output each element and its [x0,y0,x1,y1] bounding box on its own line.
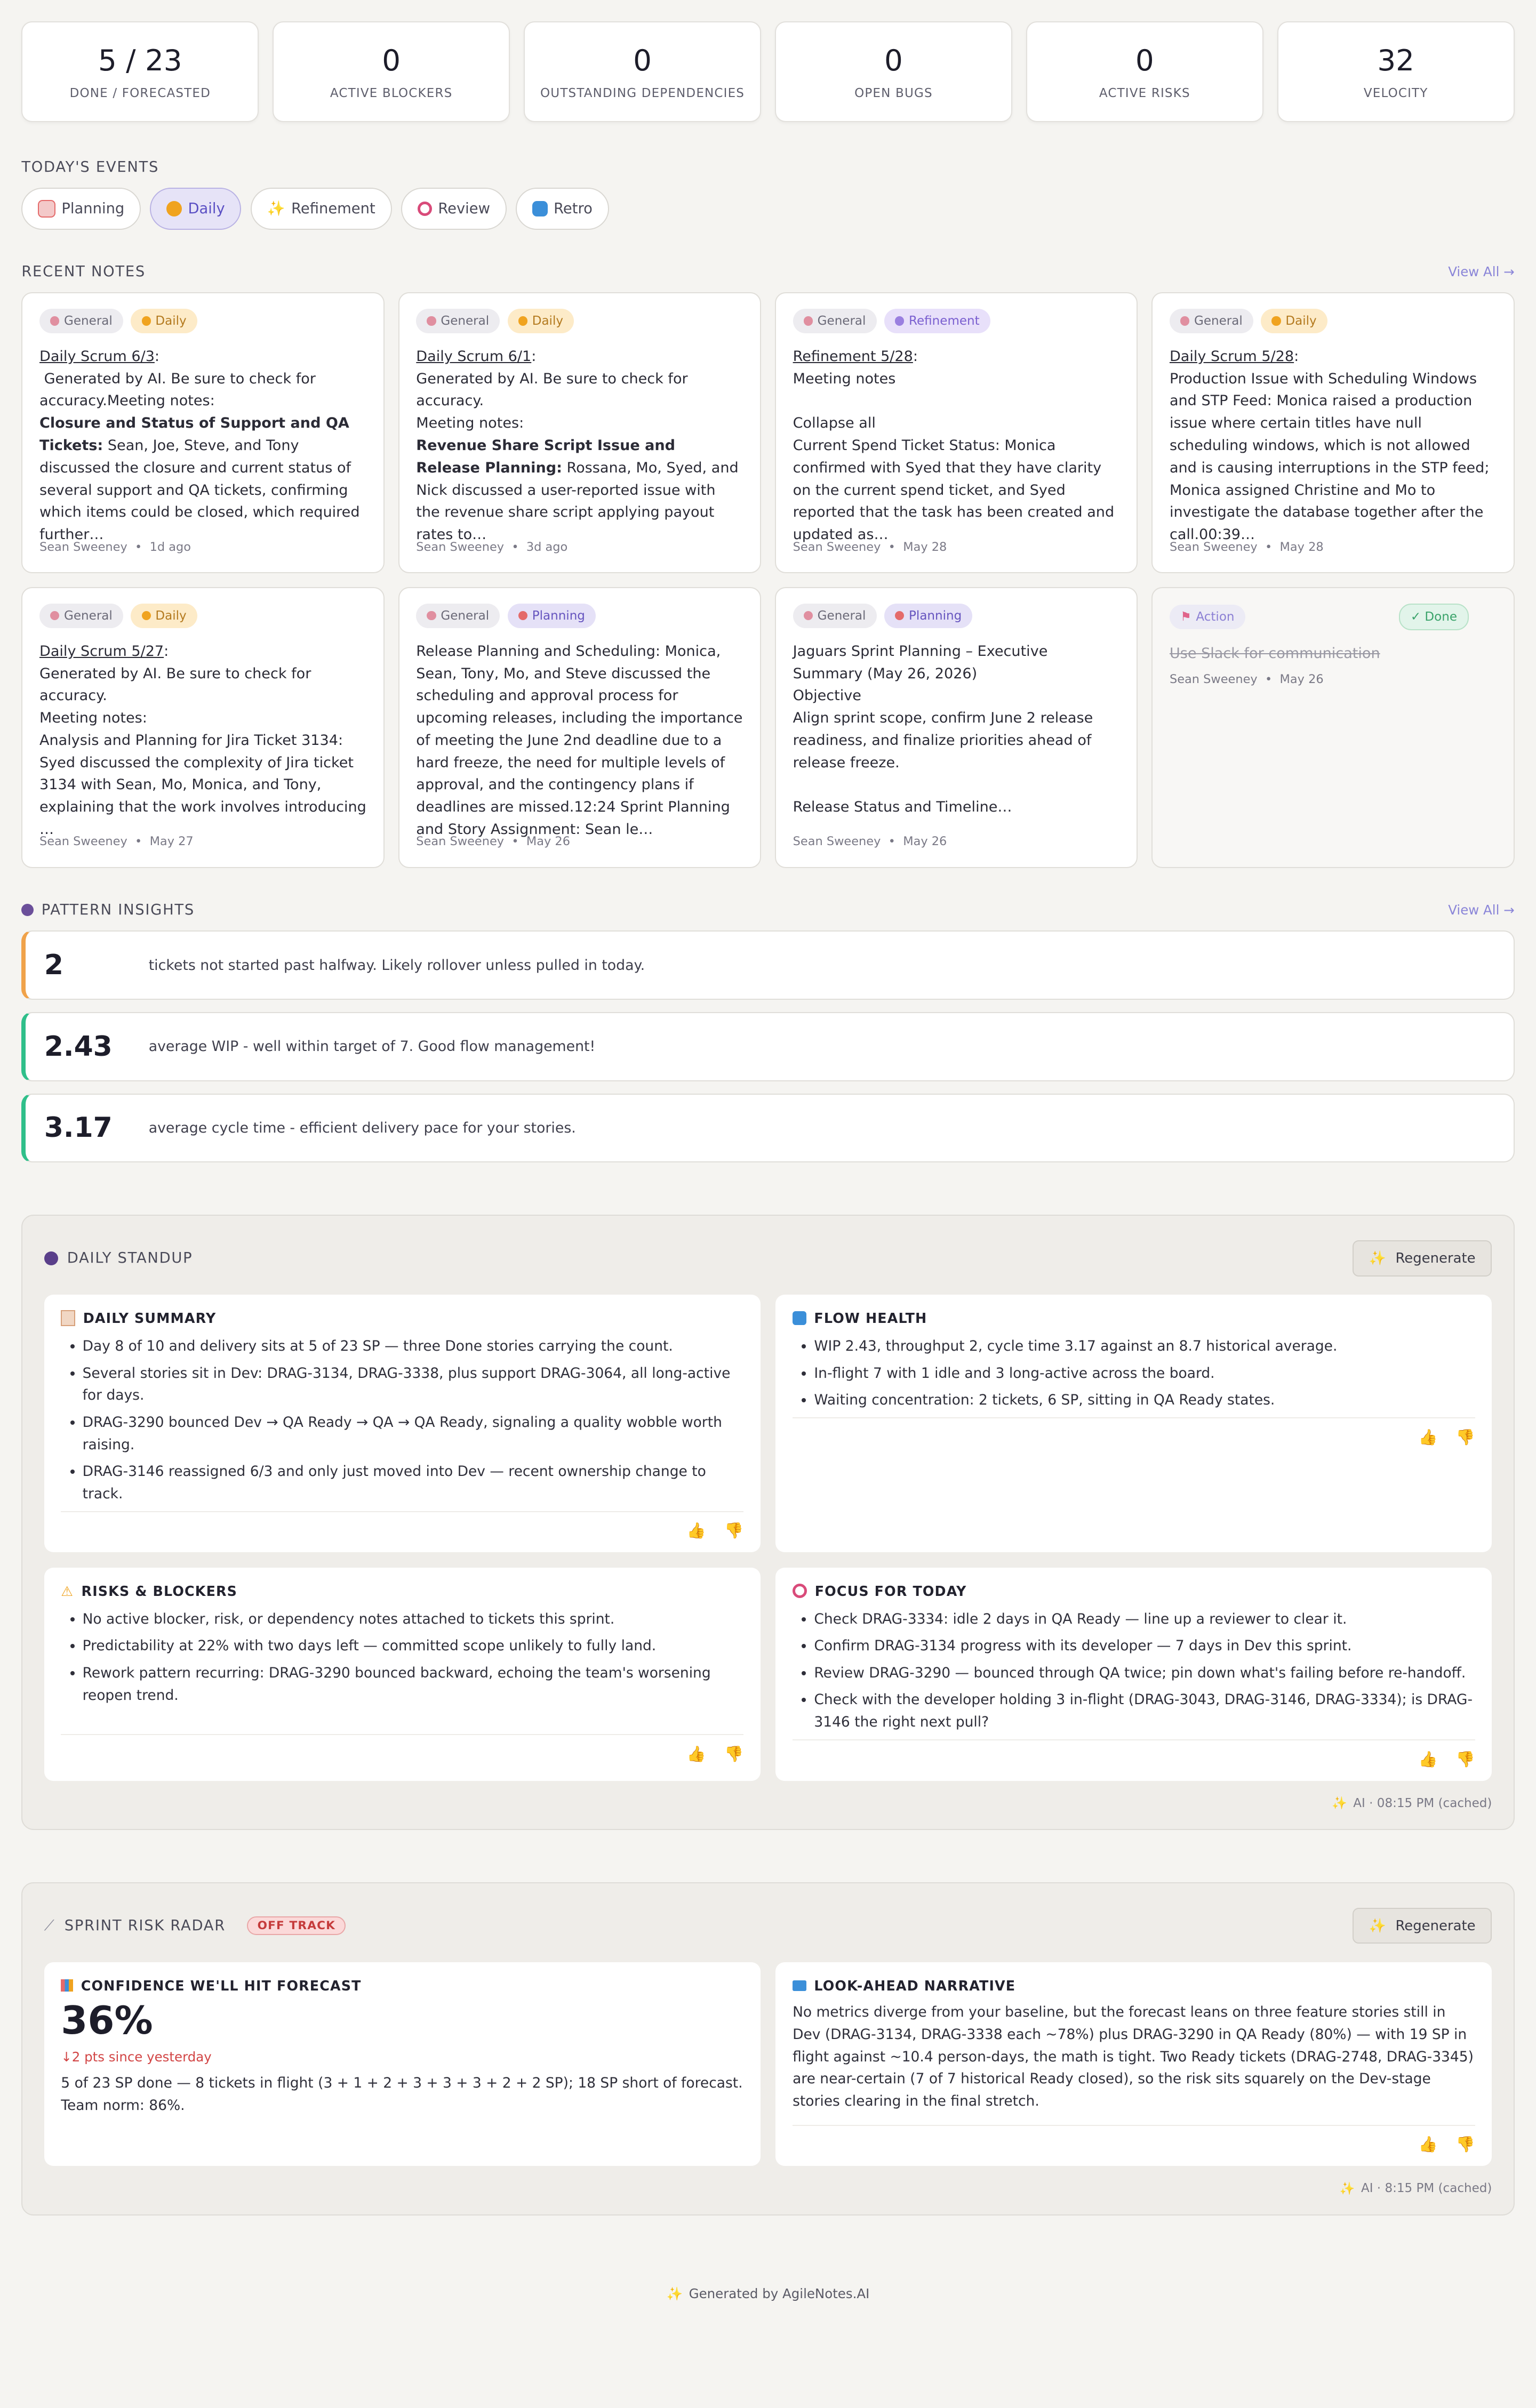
note-date: May 28 [903,540,947,554]
tag-general [1170,309,1253,333]
tag-label: Daily [155,608,187,623]
list-item: • WIP 2.43, throughput 2, cycle time 3.17 against an 8.7 historical average. [814,1335,1475,1358]
pencil-icon [50,316,59,325]
chip-label: Daily [188,200,225,217]
clipboard-icon [38,200,55,218]
action-text: Use Slack for communication [1169,645,1380,662]
metric-value: 32 [1377,43,1414,77]
radar-footnote [44,2181,1492,2196]
recent-notes-header [21,263,1514,280]
metric-active-risks [1026,21,1263,122]
list-item: • Several stories sit in Dev: DRAG-3134, DRAG-3338, plus support DRAG-3064, all long-active for days. [83,1362,743,1407]
pencil-icon [427,611,436,620]
metric-label: OPEN BUGS [854,86,933,101]
note-body: Daily Scrum 6/3: Generated by AI. Be sure to check for accuracy.Meeting notes: Closure and Status of Support and QA Tickets: Sean, Joe, Steve, and Tony discussed the closure and current status of several support and QA tickets, confirming which items could be closed, which required further… [39,348,360,543]
thumbs-down-icon[interactable]: 👎 [1455,1749,1475,1768]
confidence-card [44,1962,761,2166]
bar-chart-icon [61,1979,73,1992]
tag-daily [508,309,574,333]
planning-icon [895,611,904,620]
speaking-head-icon [44,1251,58,1265]
crystal-ball-icon [21,904,34,916]
chip-label: Refinement [291,200,375,217]
feedback-row [61,1734,743,1763]
list-item: • Predictability at 22% with two days left — committed scope unlikely to fully land. [83,1635,743,1657]
radar-cards [44,1962,1492,2166]
tag-refinement [884,309,990,333]
warning-icon: ⚠ [61,1583,74,1599]
note-tags [793,309,1120,333]
metric-active-blockers [273,21,510,122]
tag-label: Planning [909,608,962,623]
chip-label: Retro [554,200,593,217]
note-tags [1170,604,1497,630]
metrics-row [21,21,1514,122]
flag-icon: ⚑ [1180,609,1191,624]
metric-open-bugs [775,21,1012,122]
note-author: Sean Sweeney [1169,672,1258,687]
pattern-insights-title [21,902,195,918]
daily-icon [142,611,151,620]
flow-health-card [775,1295,1492,1552]
event-chip-refinement[interactable] [251,188,392,230]
thumbs-up-icon[interactable]: 👍 [686,1744,706,1763]
planning-icon [518,611,527,620]
sparkle-icon: ✨ [666,2286,683,2301]
insight-text: tickets not started past halfway. Likely rollover unless pulled in today. [148,957,645,974]
metric-done-forecasted [21,21,259,122]
event-chip-planning[interactable] [21,188,141,230]
tag-label: Planning [532,608,585,623]
pencil-icon [50,611,59,620]
pattern-insights-header [21,902,1514,918]
event-chip-retro[interactable] [516,188,609,230]
book-icon [793,1980,806,1991]
feedback-row [61,1511,743,1540]
regenerate-label: Regenerate [1395,1250,1476,1266]
list-item: • In-flight 7 with 1 idle and 3 long-active across the board. [814,1362,1475,1385]
risks-list [61,1608,743,1706]
tag-general [416,604,500,628]
insight-item [21,930,1514,1000]
standup-cards [44,1295,1492,1780]
note-meta: Sean Sweeney • 1d ago [39,540,191,554]
note-body: Daily Scrum 5/27: Generated by AI. Be sure to check for accuracy. Meeting notes: Analysis and Planning for Jira Ticket 3134: Syed discussed the complexity of Jira ticket 3134 with Sean, Mo, Monica, and Tony, explaining that the work involves introducing … [39,643,366,838]
note-meta: Sean Sweeney • 3d ago [416,540,568,554]
feedback-row [793,2125,1475,2154]
insights-title-text: PATTERN INSIGHTS [41,902,195,919]
tag-label: General [1194,314,1243,328]
tag-daily [131,604,197,628]
note-meta: Sean Sweeney • May 26 [1169,672,1324,687]
tag-general [793,604,877,628]
note-author: Sean Sweeney [39,540,127,554]
list-item: • No active blocker, risk, or dependency notes attached to tickets this sprint. [83,1608,743,1631]
tag-label: General [441,608,490,623]
daily-icon [142,316,151,325]
tag-label: Daily [155,314,187,328]
tag-label: Daily [1285,314,1317,328]
tag-daily [131,309,197,333]
tag-general [793,309,877,333]
focus-list [793,1608,1475,1733]
tag-label: Action [1196,609,1235,624]
note-date: May 26 [526,834,571,849]
target-icon [418,202,432,216]
note-tags [1170,309,1497,333]
note-date: May 27 [149,834,194,849]
memo-icon [61,1310,75,1326]
metric-value: 0 [633,43,652,77]
card-title-text: LOOK-AHEAD NARRATIVE [814,1977,1016,1994]
metric-value: 0 [1135,43,1154,77]
note-meta: Sean Sweeney • May 26 [793,834,947,849]
standup-footnote [44,1796,1492,1810]
pencil-icon [1180,316,1189,325]
card-title-text: DAILY SUMMARY [83,1310,217,1326]
card-title [793,1310,1475,1326]
radar-title-text: SPRINT RISK RADAR [64,1917,226,1935]
cycle-icon [532,201,548,216]
note-card[interactable] [1151,292,1514,573]
standup-footnote-text: AI · 08:15 PM (cached) [1353,1796,1492,1810]
metric-label: DONE / FORECASTED [69,86,211,101]
note-date: 1d ago [149,540,191,554]
metric-value: 0 [382,43,401,77]
daily-standup-panel [21,1215,1514,1830]
note-author: Sean Sweeney [793,540,881,554]
sparkle-icon: ✨ [1339,2181,1355,2196]
focus-today-card [775,1568,1492,1781]
look-ahead-text: No metrics diverge from your baseline, but the forecast leans on three feature stories still in Dev (DRAG-3134, DRAG-3338 each ~78%) plus DRAG-3290 in QA Ready (80%) — with 19 SP in flight against ~10.4 person-days, the math is tight. Two Ready tickets (DRAG-2748, DRAG-3345) are near-certain (7 of 7 historical Ready closed), so the risk sits squarely on the Dev-stage stories clearing in the final stretch. [793,2004,1474,2110]
recent-notes-grid [21,292,1514,868]
tag-label: Daily [532,314,563,328]
thumbs-up-icon[interactable]: 👍 [686,1521,706,1540]
feedback-row [793,1417,1475,1446]
card-title-text: FLOW HEALTH [814,1310,927,1326]
note-card[interactable] [775,292,1138,573]
note-date: May 26 [1279,672,1324,687]
list-item: • Rework pattern recurring: DRAG-3290 bounced backward, echoing the team's worsening reopen trend. [83,1662,743,1707]
metric-label: VELOCITY [1363,86,1428,101]
tag-label: Refinement [909,314,980,328]
note-tags [39,604,366,628]
insight-number: 3.17 [44,1112,113,1144]
list-item: • Day 8 of 10 and delivery sits at 5 of 23 SP — three Done stories carrying the count. [83,1335,743,1358]
list-item: • DRAG-3146 reassigned 6/3 and only just moved into Dev — recent ownership change to track. [83,1460,743,1505]
target-icon [793,1584,807,1598]
refinement-icon [895,316,904,325]
insight-number: 2.43 [44,1030,113,1063]
list-item: • Waiting concentration: 2 tickets, 6 SP, sitting in QA Ready states. [814,1389,1475,1411]
thumbs-down-icon[interactable]: 👎 [724,1744,743,1763]
radar-header [44,1908,1492,1944]
card-title-text: CONFIDENCE WE'LL HIT FORECAST [81,1977,362,1994]
pencil-icon [804,611,813,620]
recent-notes-title: RECENT NOTES [21,263,146,280]
note-card-action[interactable] [1151,587,1514,868]
tag-label: General [441,314,490,328]
sparkle-icon: ✨ [1369,1917,1387,1934]
card-title [61,1583,743,1599]
metric-outstanding-dependencies [524,21,761,122]
tag-label: General [817,608,866,623]
insight-item [21,1012,1514,1081]
note-body: Daily Scrum 5/28: Production Issue with Scheduling Windows and STP Feed: Monica raised a production issue where certain titles have null scheduling windows, which is not allowed and is causing interruptions in the STP feed; Monica assigned Christine and Mo to investigate the database together after the call.00:39… [1169,348,1490,543]
metric-value: 5 / 23 [98,43,182,77]
card-title [61,1310,743,1326]
daily-icon [1271,316,1281,325]
note-card[interactable] [21,587,384,868]
note-author: Sean Sweeney [793,834,881,849]
note-meta: Sean Sweeney • May 28 [793,540,947,554]
standup-title [44,1250,193,1266]
daily-summary-card [44,1295,761,1552]
sparkle-icon: ✨ [1369,1250,1387,1266]
insights-list [21,930,1514,1162]
note-body: Release Planning and Scheduling: Monica, Sean, Tony, Mo, and Steve discussed the scheduling and approval process for upcoming releases, including the importance of meeting the June 2nd deadline due to a hard freeze, the need for multiple levels of approval, and the contingency plans if deadlines are missed.12:24 Sprint Planning and Story Assignment: Sean le… [416,643,743,838]
pencil-icon [427,316,436,325]
page-footer [21,2286,1514,2301]
tag-general [39,309,123,333]
insights-view-all-link[interactable]: View All → [1448,902,1515,918]
radar-regenerate-button[interactable] [1353,1908,1492,1944]
note-author: Sean Sweeney [416,834,505,849]
list-item: • Check DRAG-3334: idle 2 days in QA Ready — line up a reviewer to clear it. [814,1608,1475,1631]
tag-label: General [64,314,113,328]
look-ahead-card [775,1962,1492,2166]
note-author: Sean Sweeney [416,540,505,554]
card-title-text: RISKS & BLOCKERS [81,1583,238,1599]
thumbs-down-icon[interactable]: 👎 [1455,1427,1475,1446]
recent-notes-view-all-link[interactable]: View All → [1448,264,1515,279]
footer-text: Generated by AgileNotes.AI [689,2286,870,2301]
note-card[interactable] [398,587,761,868]
insight-item [21,1094,1514,1163]
pencil-icon [804,316,813,325]
confidence-detail: 5 of 23 SP done — 8 tickets in flight (3 + 1 + 2 + 3 + 3 + 3 + 2 + 2 SP); 18 SP short of forecast. Team norm: 86%. [61,2075,743,2114]
note-body: Daily Scrum 6/1: Generated by AI. Be sure to check for accuracy. Meeting notes: Revenue Share Script Issue and Release Planning: Rossana, Mo, Syed, and Nick discussed a user-reported issue with the revenue share script applying payout rates to… [416,348,739,543]
metric-velocity [1277,21,1515,122]
insight-text: average WIP - well within target of 7. Good flow management! [148,1038,596,1055]
sparkle-icon: ✨ [267,200,285,218]
radar-title [44,1916,346,1935]
note-tags [416,604,743,628]
insight-text: average cycle time - efficient delivery pace for your stories. [148,1119,576,1136]
events-title: TODAY'S EVENTS [21,158,159,175]
card-title [793,1583,1475,1599]
standup-title-text: DAILY STANDUP [67,1250,193,1267]
sprint-risk-radar-panel [21,1882,1514,2216]
regenerate-label: Regenerate [1395,1917,1476,1934]
status-badge: OFF TRACK [247,1916,346,1935]
note-author: Sean Sweeney [1169,540,1258,554]
tag-general [39,604,123,628]
metric-value: 0 [884,43,903,77]
note-tags [793,604,1120,628]
metric-label: ACTIVE BLOCKERS [330,86,453,101]
thumbs-up-icon[interactable]: 👍 [1418,2135,1438,2154]
sun-icon [166,201,182,216]
note-card[interactable] [398,292,761,573]
tag-action [1170,605,1245,629]
todays-events [21,159,1514,230]
card-title [793,1978,1475,1994]
metric-label: OUTSTANDING DEPENDENCIES [540,86,745,101]
tag-daily [1261,309,1327,333]
chip-label: Review [438,200,490,217]
radar-footnote-text: AI · 8:15 PM (cached) [1361,2181,1492,2196]
card-title-text: FOCUS FOR TODAY [814,1583,967,1599]
flow-list [793,1335,1475,1411]
thumbs-down-icon[interactable]: 👎 [1455,2135,1475,2154]
thumbs-up-icon[interactable]: 👍 [1418,1427,1438,1446]
cycle-icon [793,1311,806,1325]
note-card[interactable] [21,292,384,573]
note-tags [416,309,743,333]
thumbs-down-icon[interactable]: 👎 [724,1521,743,1540]
note-date: May 26 [903,834,947,849]
event-chip-review[interactable] [401,188,507,230]
event-chips [21,188,1514,230]
insight-number: 2 [44,949,63,982]
event-chip-daily[interactable] [150,188,241,230]
tag-done[interactable]: ✓ Done [1399,604,1469,630]
list-item: • Check with the developer holding 3 in-flight (DRAG-3043, DRAG-3146, DRAG-3334); is DRAG-3146 the right next pull? [814,1689,1475,1733]
note-date: May 28 [1279,540,1324,554]
summary-list [61,1335,743,1505]
note-tags [39,309,366,333]
note-body: Jaguars Sprint Planning – Executive Summary (May 26, 2026) Objective Align sprint scope, confirm June 2 release readiness, and finalize priorities ahead of release freeze. Release Status and Timeline… [793,643,1093,816]
tag-general [416,309,500,333]
list-item: • Confirm DRAG-3134 progress with its developer — 7 days in Dev this sprint. [814,1635,1475,1657]
tag-planning [884,604,972,628]
tag-planning [508,604,596,628]
note-author: Sean Sweeney [39,834,127,849]
daily-icon [518,316,527,325]
note-body: Refinement 5/28: Meeting notes Collapse all Current Spend Ticket Status: Monica confirmed with Syed that they have clarity on the current spend ticket, and Syed reported that the task has been created and updated as… [793,348,1115,543]
satellite-icon: ⟋ [44,1917,55,1934]
thumbs-up-icon[interactable]: 👍 [1418,1749,1438,1768]
note-card[interactable] [775,587,1138,868]
metric-label: ACTIVE RISKS [1099,86,1190,101]
tag-label: General [817,314,866,328]
note-meta: Sean Sweeney • May 27 [39,834,194,849]
list-item: • DRAG-3290 bounced Dev → QA Ready → QA → QA Ready, signaling a quality wobble worth raising. [83,1411,743,1456]
feedback-row [793,1739,1475,1768]
note-date: 3d ago [526,540,568,554]
tag-label: General [64,608,113,623]
note-meta: Sean Sweeney • May 28 [1169,540,1324,554]
chip-label: Planning [61,200,125,217]
standup-header [44,1240,1492,1276]
card-title [61,1978,743,1994]
confidence-delta: ↓2 pts since yesterday [61,2049,212,2065]
risks-blockers-card [44,1568,761,1781]
note-body [1170,643,1497,815]
sparkle-icon: ✨ [1332,1796,1347,1811]
confidence-value: 36% [61,1998,153,2043]
list-item: • Review DRAG-3290 — bounced through QA twice; pin down what's failing before re-handoff. [814,1662,1475,1684]
standup-regenerate-button[interactable] [1353,1240,1492,1276]
note-meta: Sean Sweeney • May 26 [416,834,571,849]
